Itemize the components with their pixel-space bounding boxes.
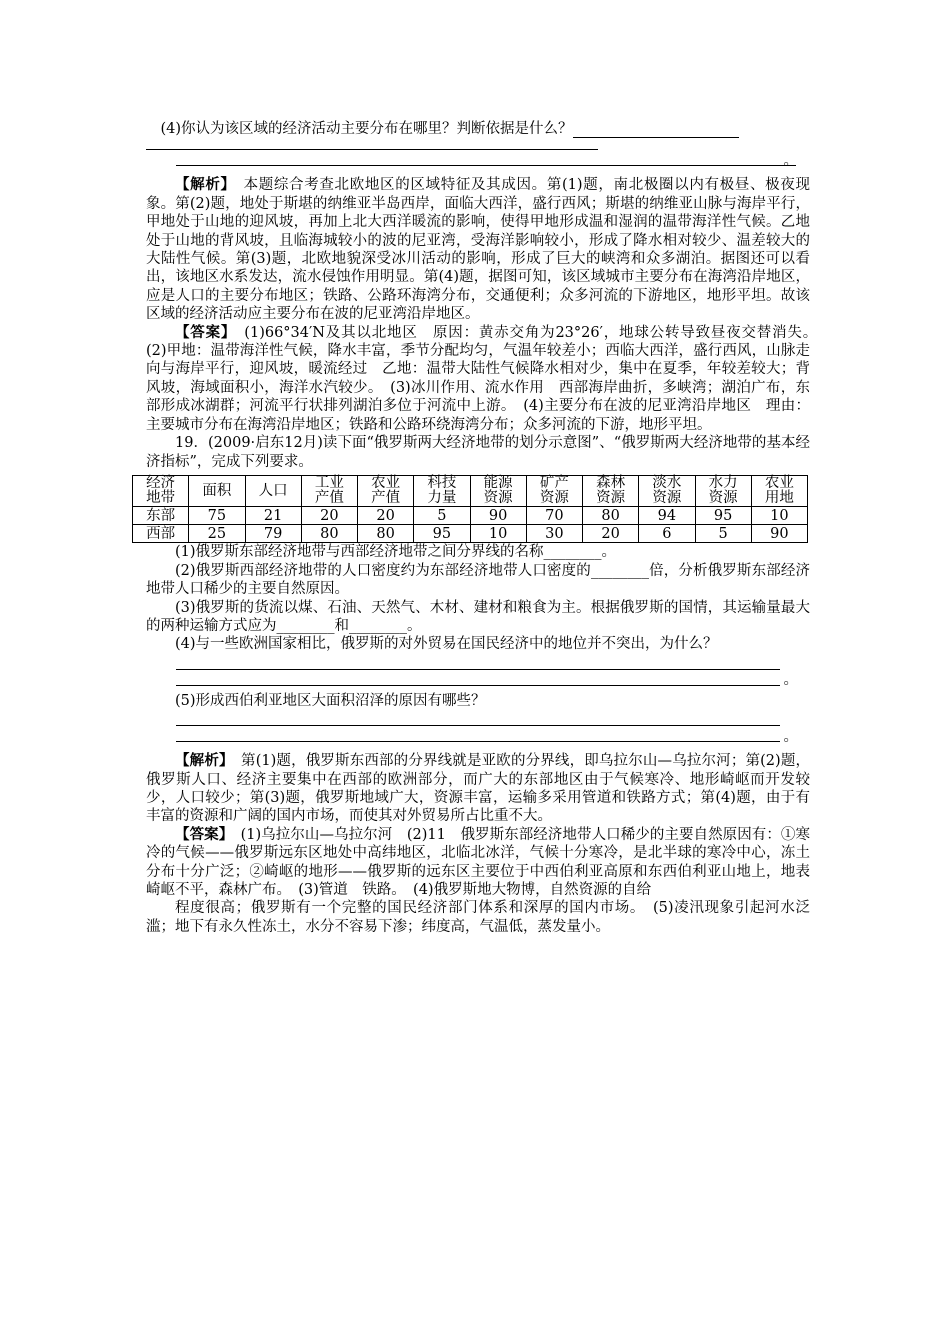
economic-indicators-table: [132, 475, 808, 543]
table-cell: 20: [358, 507, 414, 525]
table-cell: 20: [301, 507, 357, 525]
document-page: [146, 120, 825, 936]
question-4: [146, 120, 810, 138]
table-cell: 95: [695, 507, 751, 525]
answer-blank[interactable]: [176, 710, 780, 726]
answer-section-2: [146, 826, 810, 900]
period-mark: 。: [783, 672, 798, 689]
answer-label: 【答案】: [175, 323, 229, 341]
sub-question-1: (1)俄罗斯东部经济地带与西部经济地带之间分界线的名称________。: [175, 544, 617, 561]
table-header-cell: 能源 资源: [470, 475, 526, 506]
question-4-text: (4)你认为该区域的经济活动主要分布在哪里？判断依据是什么？: [160, 121, 573, 137]
sub-question-4: (4)与一些欧洲国家相比，俄罗斯的对外贸易在国民经济中的地位并不突出，为什么？: [175, 636, 718, 653]
table-header-cell: 农业 用地: [751, 475, 807, 506]
answer-section-1: [146, 323, 825, 434]
table-cell: 80: [301, 525, 357, 543]
question-19: 19．(2009·启东12月)读下面“俄罗斯两大经济地带的划分示意图”、“俄罗斯两大经济地带的基本经济指标”，完成下列要求。: [146, 435, 810, 470]
table-cell: 5: [695, 525, 751, 543]
answer-line-wrap: [146, 726, 810, 745]
table-cell: 30: [526, 525, 582, 543]
table-header-row: [133, 475, 808, 506]
answer-blank[interactable]: [176, 726, 780, 742]
table-header-cell: 经济 地带: [133, 475, 189, 506]
table-cell: 10: [751, 507, 807, 525]
table-header-cell: 农业 产值: [358, 475, 414, 506]
table-cell: 94: [639, 507, 695, 525]
answer-section-2-continued: 程度很高；俄罗斯有一个完整的国民经济部门体系和深厚的国内市场。 (5)凌汛现象引起河水泛滥；地下有永久性冻土，水分不容易下渗；纬度高，气温低，蒸发量小。: [146, 900, 810, 935]
table-header-cell: 工业 产值: [301, 475, 357, 506]
table-cell: 90: [470, 507, 526, 525]
table-row: [133, 507, 808, 525]
table-cell: 20: [583, 525, 639, 543]
sub-question-5: (5)形成西伯利亚地区大面积沼泽的原因有哪些？: [175, 692, 486, 709]
table-cell: 25: [189, 525, 245, 543]
answer-text: (1)乌拉尔山—乌拉尔河 (2)11 俄罗斯东部经济地带人口稀少的主要自然原因有：①寒冷的气候——俄罗斯远东区地处中高纬地区，北临北冰洋，气候十分寒冷，是北半球的寒冷中心，冻土分布十分广泛；②崎岖的地形——俄罗斯的远东区主要位于中西伯利亚高原和东西伯利亚山地上，地表崎岖不平，森林广布。 (3)管道 铁路。 (4)俄罗斯地大物博，自然资源的自给: [146, 826, 810, 899]
table-cell: 80: [358, 525, 414, 543]
table-cell: 80: [583, 507, 639, 525]
analysis-label: 【解析】: [175, 176, 229, 194]
table-cell: 75: [189, 507, 245, 525]
table-header-cell: 矿产 资源: [526, 475, 582, 506]
analysis-section-2: [146, 752, 810, 826]
analysis-text: 第(1)题，俄罗斯东西部的分界线就是亚欧的分界线，即乌拉尔山—乌拉尔河；第(2)题，俄罗斯人口、经济主要集中在西部的欧洲部分，而广大的东部地区由于气候寒冷、地形崎岖而开发较少，人口较少；第(3)题，俄罗斯地域广大，资源丰富，运输多采用管道和铁路方式；第(4)题，由于有丰富的资源和广阔的国内市场，而使其对外贸易所占比重不大。: [146, 753, 811, 825]
answer-line-wrap: [146, 150, 810, 169]
answer-blank[interactable]: [176, 150, 796, 166]
table-cell: 6: [639, 525, 695, 543]
table-header-cell: 面积: [189, 475, 245, 506]
table-header-cell: 水力 资源: [695, 475, 751, 506]
answer-text: (1)66°34′N及其以北地区 原因：黄赤交角为23°26′，地球公转导致昼夜交替消失。 (2)甲地：温带海洋性气候，降水丰富，季节分配均匀，气温年较差小；西临大西洋，盛行西风，山脉走向与海岸平行，迎风坡，暖流经过 乙地：温带大陆性气候降水相对少，集中在夏季，年较差较大；背风坡，海域面积小，海洋水汽较少。 (3)冰川作用、流水作用 西部海岸曲折，多峡湾；湖泊广布，东部形成冰湖群；河流平行状排列湖泊多位于河流中上游。 (4)主要分布在波的尼亚湾沿岸地区 理由：主要城市分布在海湾沿岸地区；铁路和公路环绕海湾分布；众多河流的下游，地形平坦。: [146, 324, 825, 433]
analysis-section-1: [146, 176, 810, 323]
answer-blank[interactable]: [176, 670, 780, 686]
table-cell: 5: [414, 507, 470, 525]
period-mark: 。: [783, 153, 798, 169]
table-cell: 79: [245, 525, 301, 543]
table-cell: 90: [751, 525, 807, 543]
answer-line-wrap: [146, 670, 810, 689]
table-header-cell: 淡水 资源: [639, 475, 695, 506]
sub-question-3: (3)俄罗斯的货流以煤、石油、天然气、木材、建材和粮食为主。根据俄罗斯的国情，其运输量最大的两种运输方式应为________和________。: [146, 599, 810, 634]
table-header-cell: 人口: [245, 475, 301, 506]
analysis-text: 本题综合考查北欧地区的区域特征及其成因。第(1)题，南北极圈以内有极昼、极夜现象。第(2)题，地处于斯堪的纳维亚半岛西岸，面临大西洋，盛行西风；斯堪的纳维亚山脉与海岸平行，甲地处于山地的迎风坡，再加上北大西洋暖流的影响，使得甲地形成温和湿润的温带海洋性气候。乙地处于山地的背风坡，且临海城较小的波的尼亚湾，受海洋影响较小，形成了降水相对较少、温差较大的大陆性气候。第(3)题，北欧地貌深受冰川活动的影响，形成了巨大的峡湾和众多湖泊。据图还可以看出，该地区水系发达，流水侵蚀作用明显。第(4)题，据图可知，该区域城市主要分布在海湾沿岸地区，应是人口的主要分布地区；铁路、公路环海湾分布，交通便利；众多河流的下游地区，地形平坦。故该区域的经济活动应主要分布在波的尼亚湾沿岸地区。: [146, 177, 810, 323]
table-header-cell: 科技 力量: [414, 475, 470, 506]
table-header-cell: 森林 资源: [583, 475, 639, 506]
table-cell: 东部: [133, 507, 189, 525]
table-cell: 西部: [133, 525, 189, 543]
table-cell: 95: [414, 525, 470, 543]
answer-label: 【答案】: [175, 825, 227, 843]
answer-blank[interactable]: [573, 122, 739, 138]
answer-blank[interactable]: [176, 654, 780, 670]
table-row: [133, 525, 808, 543]
table-cell: 70: [526, 507, 582, 525]
sub-question-2: (2)俄罗斯西部经济地带的人口密度约为东部经济地带人口密度的________倍，分析俄罗斯东部经济地带人口稀少的主要自然原因。: [146, 562, 810, 598]
table-cell: 10: [470, 525, 526, 543]
period-mark: 。: [783, 728, 798, 745]
table-cell: 21: [245, 507, 301, 525]
analysis-label: 【解析】: [175, 752, 227, 770]
